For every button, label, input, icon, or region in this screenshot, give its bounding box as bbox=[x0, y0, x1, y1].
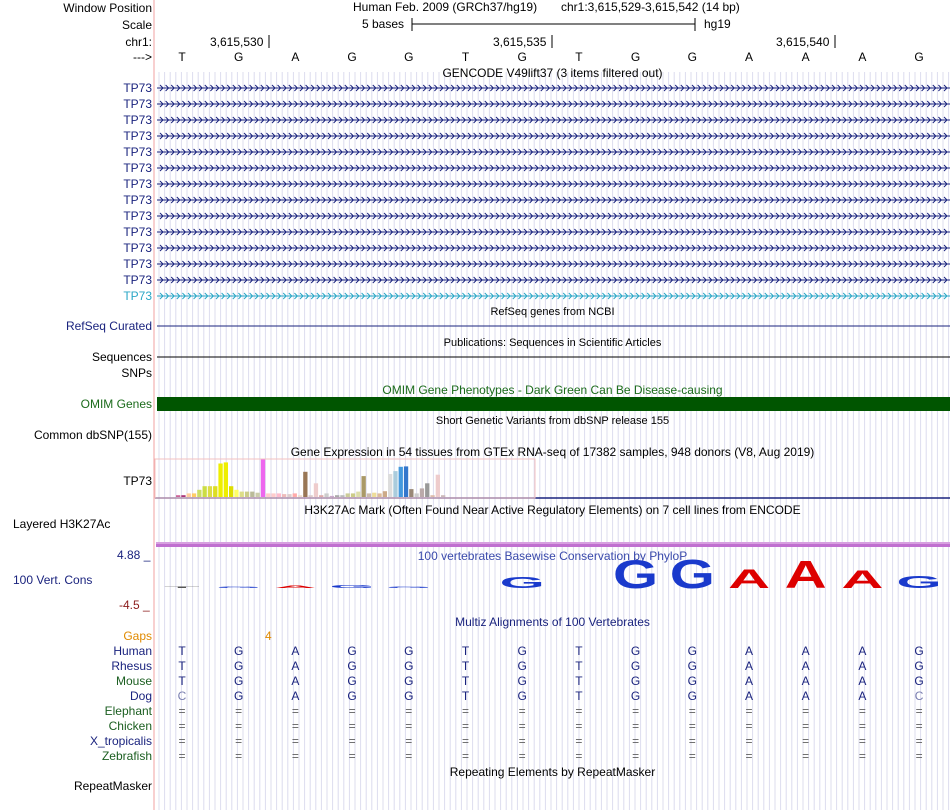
alignment-base: = bbox=[291, 734, 299, 748]
scale-text: 5 bases bbox=[362, 17, 405, 31]
gtex-bar[interactable] bbox=[430, 495, 434, 497]
gtex-bar[interactable] bbox=[404, 466, 408, 497]
gtex-bar[interactable] bbox=[441, 495, 445, 497]
alignment-base: = bbox=[915, 749, 923, 763]
gtex-bar[interactable] bbox=[383, 491, 387, 497]
alignment-base: G bbox=[914, 644, 924, 658]
species-label[interactable]: Dog bbox=[129, 689, 152, 703]
gtex-bar[interactable] bbox=[351, 493, 355, 497]
gencode-gene-label[interactable]: TP73 bbox=[123, 129, 152, 143]
alignment-base: = bbox=[745, 734, 753, 748]
alignment-base: C bbox=[177, 689, 187, 703]
h3k27ac-label[interactable]: Layered H3K27Ac bbox=[13, 517, 111, 531]
alignment-base: = bbox=[745, 749, 753, 763]
base-letter: A bbox=[801, 50, 810, 64]
alignment-base: = bbox=[802, 704, 810, 718]
species-label[interactable]: Chicken bbox=[108, 719, 152, 733]
gtex-bar[interactable] bbox=[271, 493, 275, 497]
alignment-base: G bbox=[517, 674, 527, 688]
alignment-base: A bbox=[801, 644, 810, 658]
alignment-base: G bbox=[404, 689, 414, 703]
alignment-base: G bbox=[630, 644, 641, 658]
alignment-base: = bbox=[461, 734, 469, 748]
alignment-base: G bbox=[914, 674, 924, 688]
alignment-base: T bbox=[461, 689, 470, 703]
alignment-base: A bbox=[744, 644, 753, 658]
alignment-base: = bbox=[688, 704, 696, 718]
alignment-base: A bbox=[744, 659, 753, 673]
gtex-bar[interactable] bbox=[314, 483, 318, 497]
gtex-bar[interactable] bbox=[245, 492, 249, 497]
gencode-gene-label[interactable]: TP73 bbox=[123, 193, 152, 207]
alignment-base: = bbox=[632, 749, 640, 763]
gtex-bar[interactable] bbox=[282, 494, 286, 497]
alignment-base: = bbox=[348, 704, 356, 718]
species-label[interactable]: Human bbox=[113, 644, 152, 658]
alignment-base: = bbox=[688, 719, 696, 733]
alignment-base: G bbox=[630, 689, 641, 703]
alignment-base: = bbox=[858, 749, 866, 763]
alignment-base: T bbox=[575, 674, 583, 688]
refseq-label[interactable]: RefSeq Curated bbox=[65, 319, 152, 333]
repeatmasker-title[interactable]: Repeating Elements by RepeatMasker bbox=[449, 765, 656, 779]
gtex-bar[interactable] bbox=[261, 459, 265, 497]
alignment-base: G bbox=[630, 659, 641, 673]
alignment-base: = bbox=[178, 704, 186, 718]
alignment-base: G bbox=[347, 644, 357, 658]
base-letter: A bbox=[291, 50, 300, 64]
alignment-base: G bbox=[234, 674, 244, 688]
alignment-base: = bbox=[461, 749, 469, 763]
alignment-base: = bbox=[632, 704, 640, 718]
alignment-base: G bbox=[234, 644, 244, 658]
phylop-letter: G bbox=[386, 586, 432, 589]
alignment-base: A bbox=[801, 674, 810, 688]
gencode-title[interactable]: GENCODE V49lift37 (3 items filtered out) bbox=[442, 66, 663, 80]
gtex-bar[interactable] bbox=[303, 472, 307, 497]
alignment-base: T bbox=[178, 674, 186, 688]
alignment-base: = bbox=[688, 734, 696, 748]
gtex-bar[interactable] bbox=[420, 488, 424, 497]
alignment-base: A bbox=[858, 644, 867, 658]
gencode-gene-label[interactable]: TP73 bbox=[123, 209, 152, 223]
gencode-gene-label[interactable]: TP73 bbox=[123, 97, 152, 111]
tick-label: 3,615,535 bbox=[493, 35, 547, 49]
multiz-title[interactable]: Multiz Alignments of 100 Vertebrates bbox=[455, 615, 650, 629]
scale-label: Scale bbox=[121, 18, 152, 32]
alignment-base: = bbox=[291, 749, 299, 763]
alignment-base: A bbox=[744, 674, 753, 688]
base-letter: T bbox=[461, 50, 470, 64]
alignment-base: = bbox=[291, 704, 299, 718]
publications-title[interactable]: Publications: Sequences in Scientific Articles bbox=[443, 337, 662, 349]
alignment-base: A bbox=[858, 674, 867, 688]
alignment-base: T bbox=[178, 644, 186, 658]
alignment-base: = bbox=[348, 719, 356, 733]
gtex-bar[interactable] bbox=[298, 495, 302, 497]
alignment-base: = bbox=[405, 734, 413, 748]
alignment-base: = bbox=[518, 734, 526, 748]
phylop-letter: G bbox=[669, 550, 715, 598]
gtex-bar[interactable] bbox=[319, 495, 323, 497]
phylop-title[interactable]: 100 vertebrates Basewise Conservation by PhyloP bbox=[417, 549, 688, 563]
alignment-base: = bbox=[802, 719, 810, 733]
alignment-base: = bbox=[575, 749, 583, 763]
alignment-base: = bbox=[178, 719, 186, 733]
alignment-base: A bbox=[291, 674, 300, 688]
alignment-base: T bbox=[461, 659, 470, 673]
gencode-gene-label[interactable]: TP73 bbox=[123, 273, 152, 287]
base-letter: G bbox=[630, 50, 641, 64]
alignment-base: = bbox=[858, 704, 866, 718]
h3k27ac-bar bbox=[156, 544, 950, 547]
alignment-base: A bbox=[858, 659, 867, 673]
alignment-base: = bbox=[915, 719, 923, 733]
phylop-letter: G bbox=[216, 586, 262, 589]
alignment-base: T bbox=[178, 659, 186, 673]
alignment-base: = bbox=[858, 734, 866, 748]
sequences-label[interactable]: Sequences bbox=[91, 350, 152, 364]
gtex-bar[interactable] bbox=[425, 483, 429, 497]
alignment-base: A bbox=[801, 659, 810, 673]
species-label[interactable]: Mouse bbox=[115, 674, 152, 688]
gaps-value: 4 bbox=[265, 629, 272, 643]
gtex-bar[interactable] bbox=[415, 493, 419, 497]
gtex-bar[interactable] bbox=[367, 493, 371, 497]
gtex-bar[interactable] bbox=[346, 493, 350, 497]
alignment-base: A bbox=[858, 689, 867, 703]
alignment-base: G bbox=[234, 689, 244, 703]
gtex-bar[interactable] bbox=[330, 496, 334, 497]
phylop-letter: G bbox=[329, 583, 375, 589]
gtex-bar[interactable] bbox=[208, 486, 212, 497]
gtex-title[interactable]: Gene Expression in 54 tissues from GTEx RNA-seq of 17382 samples, 948 donors (V8, Aug 2019) bbox=[290, 445, 815, 459]
alignment-base: = bbox=[745, 704, 753, 718]
scale-db: hg19 bbox=[704, 17, 731, 31]
alignment-base: = bbox=[235, 704, 243, 718]
alignment-base: = bbox=[405, 749, 413, 763]
alignment-base: = bbox=[348, 734, 356, 748]
phylop-letter: T bbox=[164, 586, 200, 589]
alignment-base: T bbox=[575, 689, 583, 703]
phylop-min-label: -4.5 _ bbox=[119, 598, 150, 612]
gtex-bar[interactable] bbox=[377, 493, 381, 497]
alignment-base: G bbox=[914, 659, 924, 673]
alignment-base: G bbox=[404, 674, 414, 688]
gtex-bar[interactable] bbox=[181, 495, 185, 497]
alignment-base: A bbox=[744, 689, 753, 703]
species-label[interactable]: Elephant bbox=[104, 704, 152, 718]
gtex-bar[interactable] bbox=[399, 467, 403, 497]
alignment-base: T bbox=[575, 644, 583, 658]
alignment-base: G bbox=[517, 644, 527, 658]
gtex-bar[interactable] bbox=[356, 492, 360, 497]
window-position-label: Window Position bbox=[63, 1, 152, 15]
alignment-base: A bbox=[291, 659, 300, 673]
gtex-bar[interactable] bbox=[176, 495, 180, 497]
gencode-gene-label[interactable]: TP73 bbox=[123, 81, 152, 95]
gtex-bar[interactable] bbox=[436, 475, 440, 497]
phylop-letter: G bbox=[896, 572, 942, 593]
alignment-base: = bbox=[405, 719, 413, 733]
gtex-gene-label[interactable]: TP73 bbox=[123, 474, 152, 488]
gtex-bar[interactable] bbox=[393, 471, 397, 497]
alignment-base: = bbox=[461, 704, 469, 718]
tick-label: 3,615,530 bbox=[210, 35, 264, 49]
alignment-base: = bbox=[688, 749, 696, 763]
alignment-base: = bbox=[178, 749, 186, 763]
gtex-bar[interactable] bbox=[335, 495, 339, 497]
alignment-base: = bbox=[858, 719, 866, 733]
alignment-base: = bbox=[575, 719, 583, 733]
base-letter: A bbox=[744, 50, 753, 64]
alignment-base: = bbox=[235, 749, 243, 763]
species-label[interactable]: Zebrafish bbox=[101, 749, 152, 763]
base-letter: T bbox=[178, 50, 186, 64]
chrom-label: chr1: bbox=[125, 35, 152, 49]
alignment-base: G bbox=[687, 659, 697, 673]
gtex-bar[interactable] bbox=[224, 462, 228, 497]
alignment-base: = bbox=[802, 749, 810, 763]
alignment-base: G bbox=[687, 689, 697, 703]
phylop-letter: A bbox=[274, 584, 317, 589]
gencode-gene-label[interactable]: TP73 bbox=[123, 161, 152, 175]
alignment-base: G bbox=[347, 659, 357, 673]
gencode-gene-label[interactable]: TP73 bbox=[123, 145, 152, 159]
base-letter: G bbox=[404, 50, 414, 64]
phylop-label[interactable]: 100 Vert. Cons bbox=[13, 573, 93, 587]
alignment-base: = bbox=[745, 719, 753, 733]
base-letter: T bbox=[575, 50, 583, 64]
gencode-gene-label[interactable]: TP73 bbox=[123, 177, 152, 191]
alignment-base: G bbox=[687, 674, 697, 688]
base-letter: G bbox=[687, 50, 697, 64]
alignment-base: = bbox=[518, 749, 526, 763]
alignment-base: = bbox=[575, 704, 583, 718]
gtex-bar[interactable] bbox=[234, 490, 238, 497]
alignment-base: = bbox=[518, 719, 526, 733]
assembly-label: Human Feb. 2009 (GRCh37/hg19) bbox=[353, 0, 538, 14]
alignment-base: T bbox=[575, 659, 583, 673]
species-label[interactable]: X_tropicalis bbox=[89, 734, 152, 748]
refseq-title[interactable]: RefSeq genes from NCBI bbox=[490, 306, 615, 318]
dbsnp-label[interactable]: Common dbSNP(155) bbox=[33, 428, 152, 442]
gtex-bar[interactable] bbox=[213, 486, 217, 497]
omim-bar[interactable] bbox=[157, 397, 950, 411]
alignment-base: = bbox=[575, 734, 583, 748]
phylop-letter: G bbox=[613, 552, 659, 597]
alignment-base: G bbox=[630, 674, 641, 688]
phylop-letter: A bbox=[841, 566, 884, 594]
species-label[interactable]: Rhesus bbox=[111, 659, 152, 673]
base-letter: A bbox=[858, 50, 867, 64]
alignment-base: = bbox=[291, 719, 299, 733]
gtex-bar[interactable] bbox=[250, 492, 254, 497]
gtex-bar[interactable] bbox=[409, 489, 413, 497]
gtex-bar[interactable] bbox=[240, 492, 244, 497]
alignment-base: T bbox=[461, 674, 470, 688]
alignment-base: = bbox=[518, 704, 526, 718]
phylop-letter: A bbox=[784, 553, 827, 597]
gtex-bar[interactable] bbox=[187, 493, 191, 497]
gtex-bar[interactable] bbox=[197, 490, 201, 497]
alignment-base: C bbox=[914, 689, 924, 703]
base-letter: G bbox=[517, 50, 527, 64]
alignment-base: = bbox=[632, 734, 640, 748]
alignment-base: A bbox=[291, 689, 300, 703]
gtex-bar[interactable] bbox=[340, 495, 344, 497]
phylop-max-label: 4.88 _ bbox=[117, 548, 151, 562]
gtex-bar[interactable] bbox=[372, 493, 376, 497]
h3k27ac-title[interactable]: H3K27Ac Mark (Often Found Near Active Regulatory Elements) on 7 cell lines from ENCODE bbox=[304, 503, 801, 517]
alignment-base: = bbox=[405, 704, 413, 718]
gencode-gene-label[interactable]: TP73 bbox=[123, 225, 152, 239]
gtex-bar[interactable] bbox=[203, 486, 207, 497]
gtex-bar[interactable] bbox=[362, 476, 366, 497]
alignment-base: = bbox=[235, 734, 243, 748]
alignment-base: = bbox=[235, 719, 243, 733]
phylop-letter: G bbox=[499, 573, 545, 592]
alignment-base: = bbox=[915, 734, 923, 748]
gencode-gene-label[interactable]: TP73 bbox=[123, 257, 152, 271]
gtex-bar[interactable] bbox=[277, 493, 281, 497]
alignment-base: G bbox=[347, 674, 357, 688]
gtex-bar[interactable] bbox=[309, 495, 313, 497]
alignment-base: A bbox=[291, 644, 300, 658]
gtex-bar[interactable] bbox=[229, 486, 233, 497]
base-letter: G bbox=[234, 50, 244, 64]
alignment-base: = bbox=[178, 734, 186, 748]
h3k27ac-bar bbox=[156, 542, 950, 544]
position-label[interactable]: chr1:3,615,529-3,615,542 (14 bp) bbox=[561, 0, 740, 14]
tick-label: 3,615,540 bbox=[776, 35, 830, 49]
alignment-base: G bbox=[234, 659, 244, 673]
alignment-base: T bbox=[461, 644, 470, 658]
alignment-base: G bbox=[404, 644, 414, 658]
gencode-gene-label[interactable]: TP73 bbox=[123, 289, 152, 303]
alignment-base: = bbox=[632, 719, 640, 733]
gtex-bar[interactable] bbox=[287, 494, 291, 497]
alignment-base: G bbox=[687, 644, 697, 658]
gencode-gene-label[interactable]: TP73 bbox=[123, 113, 152, 127]
phylop-letter: A bbox=[728, 563, 770, 594]
alignment-base: G bbox=[347, 689, 357, 703]
gtex-bar[interactable] bbox=[192, 493, 196, 497]
gtex-bar[interactable] bbox=[324, 493, 328, 497]
base-letter: G bbox=[347, 50, 357, 64]
gtex-bar[interactable] bbox=[218, 464, 222, 498]
alignment-base: G bbox=[517, 689, 527, 703]
alignment-base: = bbox=[348, 749, 356, 763]
gtex-bar[interactable] bbox=[266, 493, 270, 497]
alignment-base: A bbox=[801, 689, 810, 703]
alignment-base: = bbox=[802, 734, 810, 748]
omim-title[interactable]: OMIM Gene Phenotypes - Dark Green Can Be Disease-causing bbox=[382, 383, 723, 397]
alignment-base: G bbox=[517, 659, 527, 673]
gaps-label: Gaps bbox=[123, 629, 152, 643]
repeatmasker-label[interactable]: RepeatMasker bbox=[73, 779, 152, 793]
alignment-base: G bbox=[404, 659, 414, 673]
gtex-bar[interactable] bbox=[293, 493, 297, 497]
gencode-gene-label[interactable]: TP73 bbox=[123, 241, 152, 255]
alignment-base: = bbox=[915, 704, 923, 718]
gtex-bar[interactable] bbox=[388, 474, 392, 497]
strand-arrow-label: ---> bbox=[133, 50, 152, 64]
snps-label[interactable]: SNPs bbox=[121, 366, 152, 380]
dbsnp-title[interactable]: Short Genetic Variants from dbSNP release 155 bbox=[435, 415, 670, 427]
omim-label[interactable]: OMIM Genes bbox=[80, 397, 152, 411]
base-letter: G bbox=[914, 50, 924, 64]
alignment-base: = bbox=[461, 719, 469, 733]
gtex-bar[interactable] bbox=[256, 493, 260, 497]
